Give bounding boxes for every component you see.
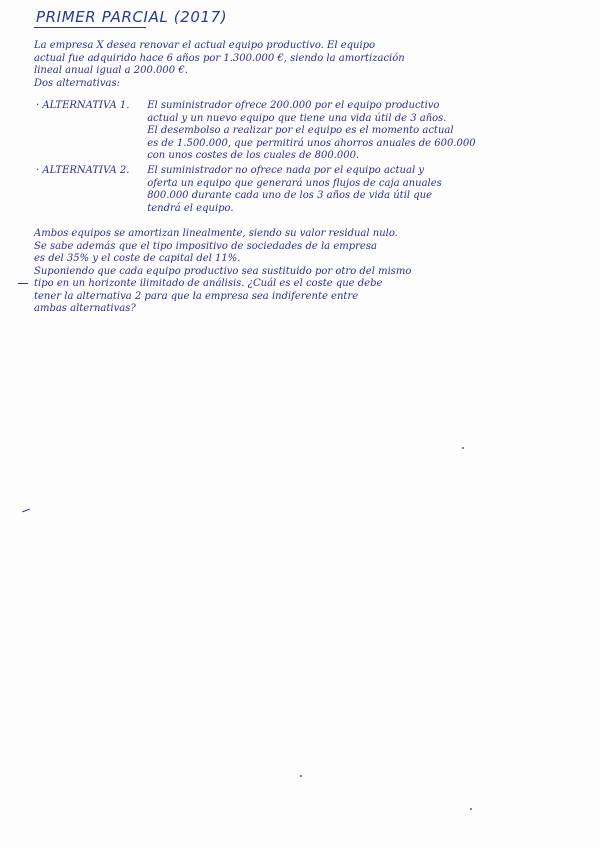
page-title: PRIMER PARCIAL (2017) (36, 8, 228, 26)
ink-speck (462, 447, 464, 449)
closing-line: ambas alternativas? (34, 303, 136, 314)
ink-speck (470, 808, 472, 810)
margin-mark (22, 509, 30, 513)
closing-line: Ambos equipos se amortizan linealmente, siendo su valor residual nulo. (34, 228, 398, 239)
closing-line: Se sabe además que el tipo impositivo de sociedades de la empresa (34, 240, 377, 252)
ink-speck (300, 775, 302, 777)
alternative-line: El desembolso a realizar por el equipo es el momento actual (147, 125, 454, 136)
alternative-1-label: · ALTERNATIVA 1. (36, 100, 130, 111)
alternative-line: oferta un equipo que generará unos flujos de caja anuales (147, 177, 442, 189)
intro-paragraph (34, 40, 574, 90)
alternative-line: tendrá el equipo. (147, 202, 234, 214)
intro-line: La empresa X desea renovar el actual equipo productivo. El equipo (34, 40, 376, 51)
alternative-2-body (147, 165, 442, 215)
margin-mark (18, 283, 28, 284)
title-underline (34, 27, 146, 28)
closing-line: es del 35% y el coste de capital del 11%. (34, 253, 241, 264)
alternative-line: con unos costes de los cuales de 800.000. (147, 150, 360, 161)
closing-line: tener la alternativa 2 para que la empresa sea indiferente entre (34, 290, 359, 302)
alternative-1-body (147, 100, 475, 163)
intro-line: Dos alternativas: (34, 77, 120, 89)
alternative-line: es de 1.500.000, que permitirá unos ahorros anuales de 600.000 (147, 137, 476, 149)
alternative-line: El suministrador no ofrece nada por el equipo actual y (147, 165, 424, 176)
closing-line: tipo en un horizonte ilimitado de análisis. ¿Cuál es el coste que debe (34, 278, 383, 289)
alternative-line: El suministrador ofrece 200.000 por el equipo productivo (147, 100, 440, 111)
closing-paragraph (34, 228, 574, 316)
alternative-2-label: · ALTERNATIVA 2. (36, 165, 130, 176)
intro-line: lineal anual igual a 200.000 €. (34, 65, 188, 76)
alternative-line: actual y un nuevo equipo que tiene una vida útil de 3 años. (147, 112, 447, 124)
alternative-1 (36, 100, 576, 163)
closing-line: Suponiendo que cada equipo productivo sea sustituido por otro del mismo (34, 265, 412, 277)
alternative-line: 800.000 durante cada uno de los 3 años de vida útil que (147, 190, 433, 201)
alternative-2 (36, 165, 576, 215)
intro-line: actual fue adquirido hace 6 años por 1.300.000 €, siendo la amortización (34, 52, 405, 64)
